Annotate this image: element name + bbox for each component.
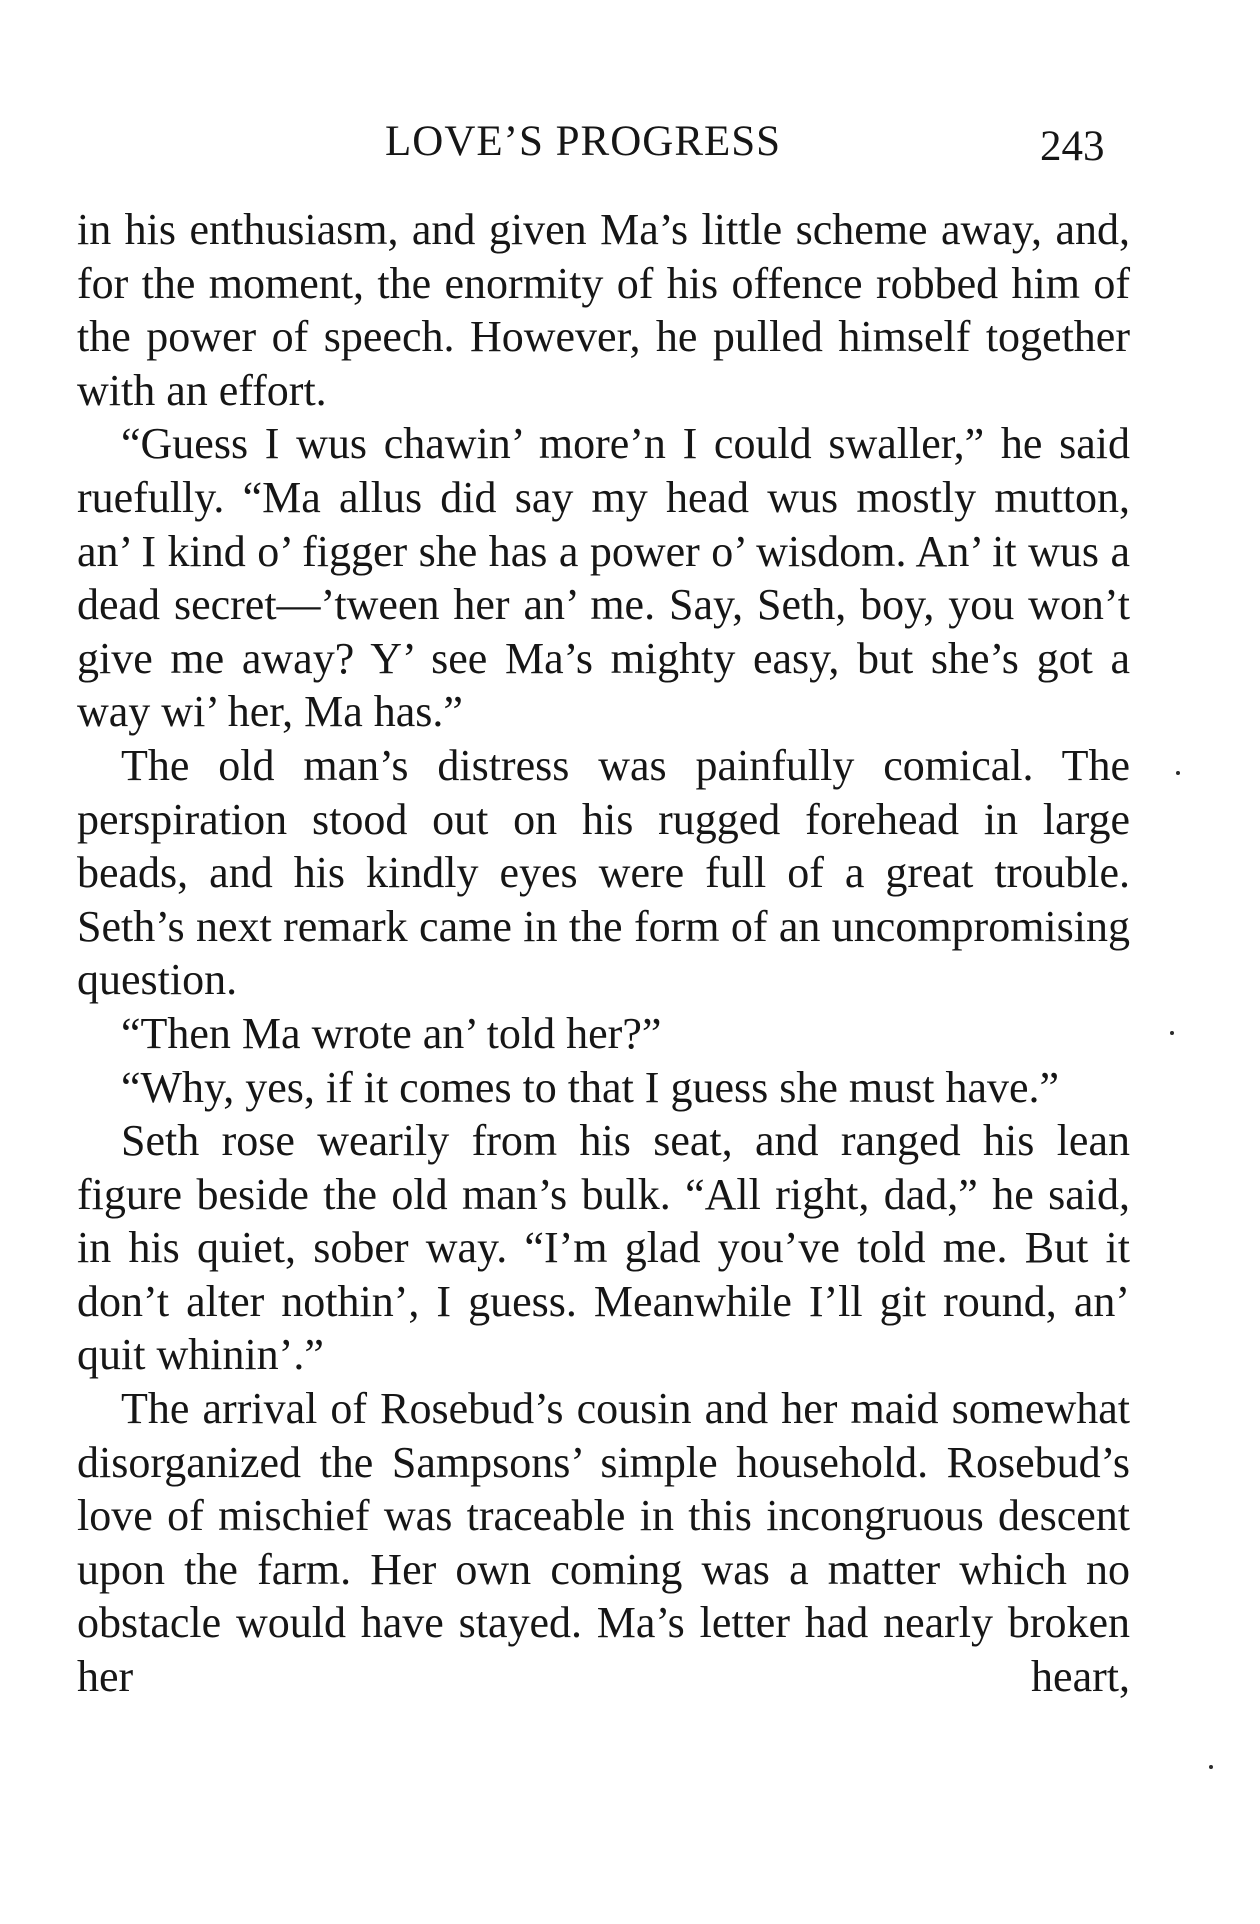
paragraph-dialogue-dad: “Guess I wus chawin’ more’n I could swaller,” he said ruefully. “Ma allus did say my head wus mostly mutton, an’ I kind o’ figger she has a power o’ wisdom. An’ it wus a dead secret—’tween her an’ me. Say, Seth, boy, you won’t give me away? Y’ see Ma’s mighty easy, but she’s got a way wi’ her, Ma has.” <box>77 419 1130 737</box>
print-speck <box>1209 1765 1213 1769</box>
paragraph-arrival: The arrival of Rosebud’s cousin and her maid somewhat disorganized the Sampsons’ simple household. Rosebud’s love of mischief was traceable in this incongruous descent upon the farm. Her own coming was a matter which no obstacle would have stayed. Ma’s letter had nearly broken her heart, <box>77 1384 1130 1702</box>
body-text <box>77 203 1130 1704</box>
paragraph-seth-rises: Seth rose wearily from his seat, and ranged his lean figure beside the old man’s bulk. “All right, dad,” he said, in his quiet, sober way. “I’m glad you’ve told me. But it don’t alter nothin’, I guess. Meanwhile I’ll git round, an’ quit whinin’.” <box>77 1116 1130 1380</box>
paragraph-dialogue-seth-question: “Then Ma wrote an’ told her?” <box>121 1008 662 1058</box>
paragraph-dialogue-dad-answer: “Why, yes, if it comes to that I guess she must have.” <box>121 1062 1060 1112</box>
page-number: 243 <box>1040 123 1105 170</box>
running-head-title: LOVE’S PROGRESS <box>385 118 782 165</box>
paragraph-narration-distress: The old man’s distress was painfully comical. The perspiration stood out on his rugged forehead in large beads, and his kindly eyes were full of a great trouble. Seth’s next remark came in the form of an uncompromising question. <box>77 740 1130 1005</box>
paragraph-continuation: in his enthusiasm, and given Ma’s little scheme away, and, for the moment, the enormity of his offence robbed him of the power of speech. However, he pulled himself together with an effort. <box>77 205 1130 415</box>
print-speck <box>1170 1031 1174 1035</box>
print-speck <box>1176 771 1180 775</box>
